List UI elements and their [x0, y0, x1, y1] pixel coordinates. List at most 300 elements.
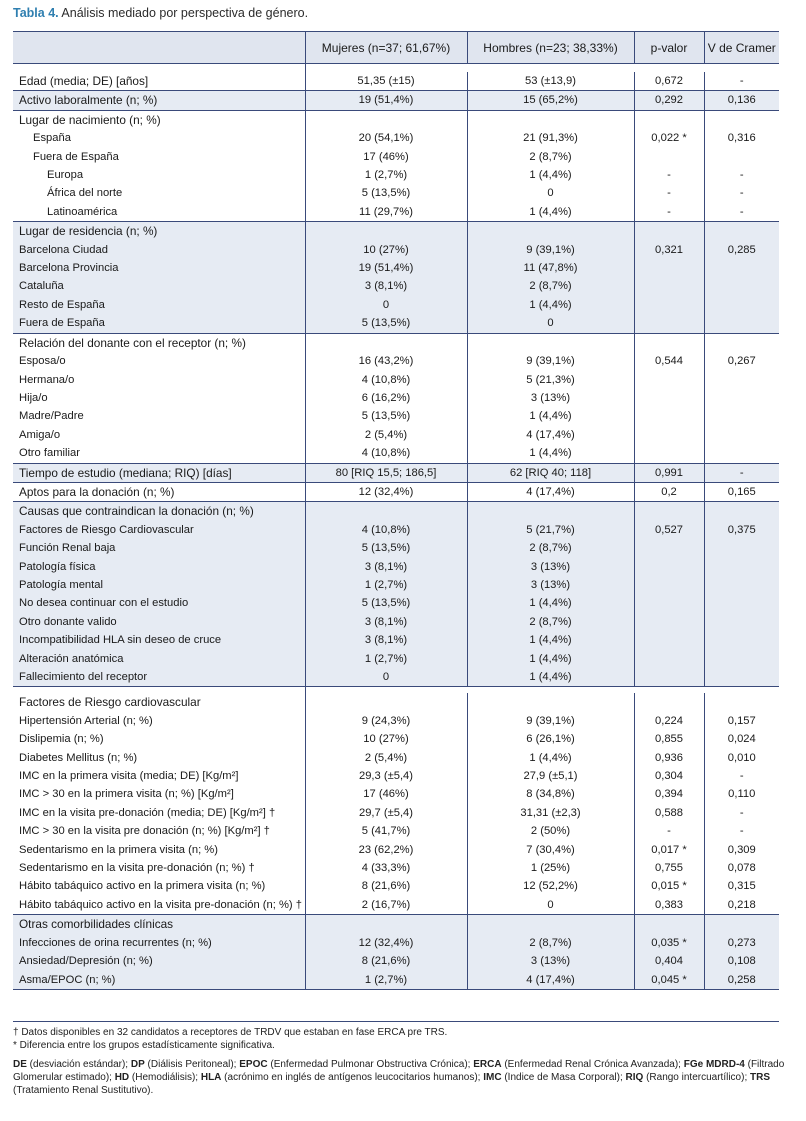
cell-p-valor: -: [634, 203, 704, 222]
header-hombres: Hombres (n=23; 38,33%): [467, 32, 634, 64]
cell-mujeres: 0: [305, 668, 467, 687]
table-row: [13, 296, 779, 314]
abbr-term: HD: [114, 1072, 130, 1083]
cell-variable: Hermana/o: [13, 371, 305, 389]
header-p-valor: p-valor: [634, 32, 704, 64]
cell-p-valor: [634, 296, 704, 314]
cell-v-cramer: -: [739, 75, 744, 87]
cell-hombres: 1 (4,4%): [467, 749, 634, 767]
cell-hombres: 2 (8,7%): [467, 277, 634, 295]
cell-variable: Dislipemia (n; %): [13, 730, 305, 748]
cell-variable: IMC en la visita pre-donación (media; DE) [Kg/m²] †: [13, 804, 305, 822]
cell-v-cramer: -: [704, 463, 779, 482]
cell-v-cramer: 0,157: [727, 714, 756, 727]
cell-variable: Diabetes Mellitus (n; %): [13, 749, 305, 767]
cell-variable: Barcelona Ciudad: [13, 241, 305, 259]
cell-hombres: 3 (13%): [467, 952, 634, 970]
cell-p-valor: 0,224: [634, 712, 704, 730]
cell-p-valor: 0,544: [634, 352, 704, 370]
table-title: Análisis mediado por perspectiva de género.: [58, 6, 309, 20]
cell-mujeres: 12 (32,4%): [305, 482, 467, 501]
table-row: [13, 314, 779, 333]
cell-hombres: 1 (4,4%): [467, 296, 634, 314]
cell-v-cramer: [704, 915, 779, 934]
cell-variable: IMC > 30 en la primera visita (n; %) [Kg/m²]: [13, 785, 305, 803]
cell-variable: Lugar de nacimiento (n; %): [13, 110, 305, 129]
cell-v-cramer: -: [739, 187, 744, 200]
cell-variable: Factores de Riesgo cardiovascular: [13, 693, 305, 711]
cell-variable: Infecciones de orina recurrentes (n; %): [13, 934, 305, 952]
cell-p-valor: [634, 110, 704, 129]
header-variable: [13, 32, 305, 64]
cell-mujeres: 16 (43,2%): [305, 352, 467, 370]
cell-p-valor: 0,404: [634, 952, 704, 970]
cell-v-cramer: [704, 426, 779, 444]
cell-hombres: 2 (8,7%): [467, 539, 634, 557]
cell-mujeres: 3 (8,1%): [305, 277, 467, 295]
cell-v-cramer: 0,136: [704, 91, 779, 110]
cell-variable: Patología mental: [13, 576, 305, 594]
table-row: [13, 730, 779, 748]
cell-v-cramer: [704, 389, 779, 407]
abbr-term: FGe MDRD-4: [683, 1059, 745, 1070]
cell-mujeres: 29,3 (±5,4): [305, 767, 467, 785]
cell-variable: Tiempo de estudio (mediana; RIQ) [días]: [13, 463, 305, 482]
cell-mujeres: 11 (29,7%): [305, 203, 467, 222]
cell-variable: Cataluña: [13, 277, 305, 295]
cell-v-cramer: 0,375: [704, 521, 779, 539]
cell-p-valor: 0,035 *: [634, 934, 704, 952]
cell-variable: Fuera de España: [13, 148, 305, 166]
abbr-definition: (Índice de Masa Corporal);: [501, 1072, 626, 1083]
abbr-definition: (Hemodiálisis);: [129, 1072, 201, 1083]
cell-variable: Función Renal baja: [13, 539, 305, 557]
cell-hombres: 5 (21,3%): [467, 371, 634, 389]
cell-hombres: [467, 222, 634, 241]
cell-hombres: 6 (26,1%): [467, 730, 634, 748]
table-row: [13, 539, 779, 557]
cell-variable: Madre/Padre: [13, 407, 305, 425]
abbr-definition: (Enfermedad Renal Crónica Avanzada);: [501, 1059, 684, 1070]
table-row: [13, 785, 779, 803]
cell-mujeres: 3 (8,1%): [305, 631, 467, 649]
cell-variable: Latinoamérica: [13, 203, 305, 222]
abbr-term: IMC: [483, 1072, 502, 1083]
section-row: [13, 333, 779, 352]
spacer-row: [13, 64, 779, 73]
table-row: [13, 822, 779, 840]
table-row: [13, 129, 779, 147]
cell-mujeres: 5 (13,5%): [305, 407, 467, 425]
cell-hombres: 1 (4,4%): [467, 631, 634, 649]
cell-p-valor: 0,394: [634, 785, 704, 803]
cell-hombres: 1 (25%): [467, 859, 634, 877]
cell-hombres: 7 (30,4%): [467, 841, 634, 859]
cell-p-valor: -: [634, 184, 704, 202]
cell-v-cramer: 0,108: [704, 952, 779, 970]
cell-hombres: 5 (21,7%): [467, 521, 634, 539]
cell-v-cramer: [704, 222, 779, 241]
table-row: [13, 896, 779, 915]
table-row: [13, 712, 779, 730]
cell-variable: Amiga/o: [13, 426, 305, 444]
cell-p-valor: 0,527: [634, 521, 704, 539]
cell-v-cramer: [704, 333, 779, 352]
table-row: [13, 576, 779, 594]
cell-variable: Otras comorbilidades clínicas: [13, 915, 305, 934]
cell-v-cramer: 0,285: [704, 241, 779, 259]
cell-p-valor: [634, 502, 704, 521]
table-row: [13, 444, 779, 463]
cell-v-cramer: [704, 539, 779, 557]
cell-p-valor: [634, 222, 704, 241]
cell-variable: África del norte: [13, 184, 305, 202]
abbr-definition: (Rango intercuartílico);: [643, 1072, 751, 1083]
cell-p-valor: 0,383: [634, 896, 704, 915]
table-row: [13, 371, 779, 389]
cell-v-cramer: [704, 594, 779, 612]
footnote-asterisk: * Diferencia entre los grupos estadísticamente significativa.: [13, 1040, 275, 1051]
cell-hombres: 2 (8,7%): [467, 934, 634, 952]
cell-mujeres: 5 (13,5%): [305, 184, 467, 202]
cell-mujeres: 1 (2,7%): [305, 166, 467, 184]
cell-v-cramer: 0,315: [727, 880, 756, 893]
cell-mujeres: 4 (10,8%): [305, 521, 467, 539]
cell-mujeres: 4 (33,3%): [305, 859, 467, 877]
cell-mujeres: 2 (16,7%): [305, 896, 467, 915]
cell-v-cramer: [704, 407, 779, 425]
table-row: [13, 859, 779, 877]
cell-hombres: 1 (4,4%): [467, 407, 634, 425]
header-v-cramer: V de Cramer: [704, 32, 779, 64]
cell-p-valor: [634, 693, 704, 711]
section-row: [13, 222, 779, 241]
cell-p-valor: [634, 259, 704, 277]
cell-variable: Factores de Riesgo Cardiovascular: [13, 521, 305, 539]
cell-p-valor: 0,672: [634, 72, 704, 91]
cell-v-cramer: [704, 296, 779, 314]
cell-mujeres: [305, 915, 467, 934]
cell-mujeres: 5 (13,5%): [305, 594, 467, 612]
cell-p-valor: -: [634, 822, 704, 840]
cell-v-cramer: -: [739, 169, 744, 182]
abbr-definition: (Filtrado: [744, 1059, 785, 1070]
cell-v-cramer: -: [739, 806, 744, 819]
cell-variable: IMC en la primera visita (media; DE) [Kg/m²]: [13, 767, 305, 785]
cell-mujeres: 8 (21,6%): [305, 952, 467, 970]
cell-hombres: 3 (13%): [467, 576, 634, 594]
cell-mujeres: 1 (2,7%): [305, 650, 467, 668]
cell-hombres: 9 (39,1%): [467, 352, 634, 370]
cell-v-cramer: 0,267: [727, 355, 756, 368]
abbreviations-line-1: [13, 1059, 803, 1072]
cell-variable: Europa: [13, 166, 305, 184]
table-row: [13, 148, 779, 166]
cell-hombres: 15 (65,2%): [467, 91, 634, 110]
cell-p-valor: [634, 148, 704, 166]
table-row: [13, 841, 779, 859]
table-row: [13, 558, 779, 576]
spacer-cell: [467, 64, 634, 73]
cell-mujeres: 23 (62,2%): [305, 841, 467, 859]
cell-mujeres: 4 (10,8%): [305, 371, 467, 389]
cell-mujeres: 1 (2,7%): [305, 576, 467, 594]
cell-p-valor: [634, 631, 704, 649]
table-row: [13, 668, 779, 687]
cell-p-valor: [634, 333, 704, 352]
cell-hombres: 1 (4,4%): [467, 203, 634, 222]
cell-p-valor: 0,015 *: [634, 877, 704, 895]
cell-variable: Patología física: [13, 558, 305, 576]
cell-variable: Hipertensión Arterial (n; %): [13, 712, 305, 730]
cell-v-cramer: [704, 693, 779, 711]
cell-p-valor: [634, 314, 704, 333]
cell-mujeres: 4 (10,8%): [305, 444, 467, 463]
cell-v-cramer: [704, 371, 779, 389]
cell-hombres: 0: [467, 896, 634, 915]
cell-p-valor: [634, 594, 704, 612]
cell-p-valor: [634, 539, 704, 557]
cell-v-cramer: [704, 314, 779, 333]
cell-p-valor: [634, 426, 704, 444]
table-row: [13, 971, 779, 990]
cell-variable: Fallecimiento del receptor: [13, 668, 305, 687]
cell-mujeres: 3 (8,1%): [305, 613, 467, 631]
table-caption: [13, 6, 308, 20]
table-row: [13, 389, 779, 407]
cell-v-cramer: [704, 502, 779, 521]
cell-mujeres: 8 (21,6%): [305, 877, 467, 895]
cell-mujeres: 5 (13,5%): [305, 314, 467, 333]
cell-v-cramer: [704, 668, 779, 687]
cell-p-valor: [634, 668, 704, 687]
cell-p-valor: [634, 277, 704, 295]
cell-hombres: 9 (39,1%): [467, 712, 634, 730]
cell-v-cramer: [704, 576, 779, 594]
cell-v-cramer: [704, 613, 779, 631]
cell-hombres: 4 (17,4%): [467, 426, 634, 444]
cell-hombres: 2 (8,7%): [467, 613, 634, 631]
cell-p-valor: 0,017 *: [634, 841, 704, 859]
abbr-definition: (Diálisis Peritoneal);: [144, 1059, 240, 1070]
table-row: [13, 631, 779, 649]
abbr-term: HLA: [200, 1072, 222, 1083]
cell-variable: Sedentarismo en la primera visita (n; %): [13, 841, 305, 859]
cell-mujeres: 51,35 (±15): [305, 72, 467, 91]
cell-mujeres: 29,7 (±5,4): [305, 804, 467, 822]
cell-mujeres: 5 (41,7%): [305, 822, 467, 840]
table-row: [13, 259, 779, 277]
table-row: [13, 426, 779, 444]
table-row: [13, 767, 779, 785]
cell-v-cramer: 0,165: [704, 482, 779, 501]
cell-mujeres: [305, 502, 467, 521]
cell-hombres: 53 (±13,9): [467, 72, 634, 91]
table-row: [13, 407, 779, 425]
table-row: [13, 650, 779, 668]
abbr-definition: (desviación estándar);: [26, 1059, 131, 1070]
cell-v-cramer: -: [739, 825, 744, 838]
results-table: [13, 31, 779, 990]
cell-mujeres: 9 (24,3%): [305, 712, 467, 730]
table-row: [13, 594, 779, 612]
cell-hombres: 0: [467, 184, 634, 202]
cell-variable: Causas que contraindican la donación (n; %): [13, 502, 305, 521]
cell-v-cramer: [704, 631, 779, 649]
cell-variable: IMC > 30 en la visita pre donación (n; %) [Kg/m²] †: [13, 822, 305, 840]
cell-variable: Sedentarismo en la visita pre-donación (n; %) †: [13, 859, 305, 877]
cell-variable: Barcelona Provincia: [13, 259, 305, 277]
cell-hombres: 8 (34,8%): [467, 785, 634, 803]
cell-hombres: 1 (4,4%): [467, 650, 634, 668]
table-row: [13, 277, 779, 295]
cell-p-valor: [634, 613, 704, 631]
cell-p-valor: 0,292: [634, 91, 704, 110]
cell-p-valor: 0,855: [634, 730, 704, 748]
cell-v-cramer: [704, 259, 779, 277]
cell-mujeres: 17 (46%): [305, 785, 467, 803]
cell-variable: Esposa/o: [13, 352, 305, 370]
cell-hombres: 0: [467, 314, 634, 333]
table-body: [13, 64, 779, 990]
section-row: [13, 91, 779, 110]
cell-hombres: 1 (4,4%): [467, 444, 634, 463]
abbr-term: RIQ: [625, 1072, 644, 1083]
cell-variable: Otro donante valido: [13, 613, 305, 631]
cell-hombres: [467, 693, 634, 711]
cell-hombres: 9 (39,1%): [467, 241, 634, 259]
table-row: [13, 352, 779, 370]
cell-variable: Hábito tabáquico activo en la visita pre-donación (n; %) †: [13, 896, 305, 915]
table-row: [13, 241, 779, 259]
cell-mujeres: [305, 110, 467, 129]
cell-hombres: 12 (52,2%): [467, 877, 634, 895]
cell-variable: Incompatibilidad HLA sin deseo de cruce: [13, 631, 305, 649]
abbr-term: DE: [13, 1059, 27, 1070]
cell-p-valor: [634, 444, 704, 463]
cell-mujeres: [305, 693, 467, 711]
cell-variable: España: [13, 129, 305, 147]
cell-p-valor: 0,755: [634, 859, 704, 877]
abbr-term: DP: [130, 1059, 145, 1070]
cell-hombres: 62 [RIQ 40; 118]: [467, 463, 634, 482]
cell-variable: Activo laboralmente (n; %): [13, 91, 305, 110]
cell-p-valor: [634, 915, 704, 934]
cell-hombres: 4 (17,4%): [467, 971, 634, 990]
spacer-cell: [704, 64, 779, 73]
cell-mujeres: 20 (54,1%): [305, 129, 467, 147]
section-row: [13, 463, 779, 482]
cell-mujeres: 10 (27%): [305, 730, 467, 748]
cell-variable: Edad (media; DE) [años]: [13, 72, 305, 91]
table-row: [13, 934, 779, 952]
cell-variable: Resto de España: [13, 296, 305, 314]
cell-p-valor: [634, 371, 704, 389]
cell-p-valor: [634, 407, 704, 425]
cell-hombres: 21 (91,3%): [467, 129, 634, 147]
cell-mujeres: 19 (51,4%): [305, 259, 467, 277]
section-row: [13, 110, 779, 129]
cell-p-valor: [634, 576, 704, 594]
table-row: [13, 203, 779, 222]
cell-v-cramer: [704, 650, 779, 668]
cell-mujeres: 12 (32,4%): [305, 934, 467, 952]
cell-hombres: 11 (47,8%): [467, 259, 634, 277]
cell-v-cramer: 0,316: [727, 132, 756, 145]
cell-hombres: [467, 333, 634, 352]
cell-mujeres: 2 (5,4%): [305, 749, 467, 767]
cell-p-valor: 0,321: [634, 241, 704, 259]
cell-hombres: 31,31 (±2,3): [467, 804, 634, 822]
cell-v-cramer: 0,010: [727, 751, 756, 764]
section-row: [13, 72, 779, 91]
cell-mujeres: 1 (2,7%): [305, 971, 467, 990]
cell-mujeres: 10 (27%): [305, 241, 467, 259]
cell-v-cramer: 0,218: [727, 898, 756, 911]
table-row: [13, 166, 779, 184]
cell-p-valor: 0,045 *: [634, 971, 704, 990]
footnote-dagger: † Datos disponibles en 32 candidatos a receptores de TRDV que estaban en fase ERCA pre TRS.: [13, 1027, 448, 1038]
cell-mujeres: 80 [RIQ 15,5; 186,5]: [305, 463, 467, 482]
cell-mujeres: 6 (16,2%): [305, 389, 467, 407]
cell-variable: Hija/o: [13, 389, 305, 407]
cell-v-cramer: [704, 444, 779, 463]
cell-p-valor: 0,304: [634, 767, 704, 785]
footer-rule: [13, 1021, 779, 1022]
cell-p-valor: [634, 650, 704, 668]
cell-p-valor: [634, 389, 704, 407]
cell-variable: Aptos para la donación (n; %): [13, 482, 305, 501]
cell-p-valor: [634, 558, 704, 576]
section-row: [13, 693, 779, 711]
cell-mujeres: 0: [305, 296, 467, 314]
cell-mujeres: [305, 222, 467, 241]
header-row: [13, 32, 779, 64]
cell-p-valor: 0,588: [634, 804, 704, 822]
abbr-term: ERCA: [473, 1059, 502, 1070]
cell-p-valor: 0,022 *: [634, 129, 704, 147]
cell-hombres: 1 (4,4%): [467, 594, 634, 612]
abbr-term: EPOC: [239, 1059, 268, 1070]
table-row: [13, 877, 779, 895]
table-row: [13, 613, 779, 631]
cell-hombres: 4 (17,4%): [467, 482, 634, 501]
cell-variable: Otro familiar: [13, 444, 305, 463]
cell-v-cramer: 0,258: [704, 971, 779, 990]
abbr-definition: Glomerular estimado);: [13, 1072, 115, 1083]
table-row: [13, 952, 779, 970]
abbr-definition: (acrónimo en inglés de antígenos leucocitarios humanos);: [221, 1072, 484, 1083]
cell-hombres: 3 (13%): [467, 558, 634, 576]
cell-mujeres: 17 (46%): [305, 148, 467, 166]
abbreviations-line-2: [13, 1072, 803, 1085]
table-row: [13, 749, 779, 767]
cell-hombres: 1 (4,4%): [467, 166, 634, 184]
cell-v-cramer: [704, 277, 779, 295]
table-row: [13, 804, 779, 822]
cell-variable: Relación del donante con el receptor (n; %): [13, 333, 305, 352]
table-row: [13, 184, 779, 202]
cell-v-cramer: 0,024: [727, 733, 756, 746]
cell-v-cramer: [704, 558, 779, 576]
cell-hombres: [467, 502, 634, 521]
cell-mujeres: 19 (51,4%): [305, 91, 467, 110]
cell-variable: Fuera de España: [13, 314, 305, 333]
cell-v-cramer: [704, 110, 779, 129]
cell-variable: No desea continuar con el estudio: [13, 594, 305, 612]
abbreviations-line-3: [13, 1085, 803, 1098]
cell-hombres: 27,9 (±5,1): [467, 767, 634, 785]
